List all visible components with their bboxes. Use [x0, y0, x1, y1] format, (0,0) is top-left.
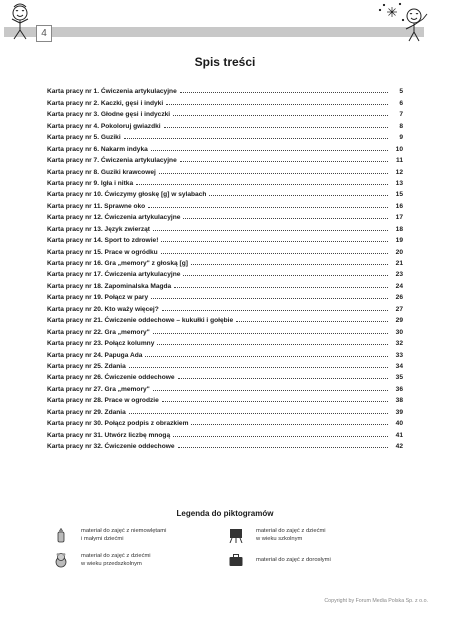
toc-dot-leader	[236, 320, 388, 322]
toc-entry-title: Karta pracy nr 29. Zdania	[47, 408, 126, 416]
toc-dot-leader	[191, 423, 388, 425]
toc-dot-leader	[164, 126, 388, 128]
toc-entry	[47, 393, 403, 404]
toc-entry	[47, 347, 403, 358]
toc-entry-title: Karta pracy nr 10. Ćwiczymy głoskę [g] w sylabach	[47, 191, 207, 199]
toc-entry-page: 10	[395, 145, 403, 153]
toc-dot-leader	[180, 91, 388, 93]
toc-dot-leader	[145, 355, 388, 357]
toc-entry-title: Karta pracy nr 23. Połącz kolumny	[47, 340, 155, 348]
toc-entry	[47, 416, 403, 427]
legend-item-adults	[228, 552, 366, 568]
toc-dot-leader	[129, 412, 388, 414]
sparkle-icon	[379, 3, 404, 21]
legend-item-text: w wieku szkolnym	[256, 536, 303, 542]
toc-entry	[47, 290, 403, 301]
toc-entry-title: Karta pracy nr 31. Utwórz liczbę mnogą	[47, 431, 171, 439]
table-of-contents	[47, 84, 403, 450]
toc-dot-leader	[161, 240, 388, 242]
toc-entry-title: Karta pracy nr 22. Gra „memory"	[47, 328, 150, 336]
toc-entry-page: 36	[395, 385, 403, 393]
toc-entry	[47, 359, 403, 370]
copyright-notice: Copyright by Forum Media Polska Sp. z o.o.	[324, 598, 428, 604]
toc-dot-leader	[162, 309, 388, 311]
legend-item-text: materiał do zajęć z niemowlętami	[81, 528, 167, 534]
toc-entry-page: 42	[395, 443, 403, 450]
toc-entry-page: 11	[396, 157, 403, 165]
toc-entry-page: 23	[395, 271, 403, 279]
toc-entry-page: 7	[399, 111, 403, 119]
toc-dot-leader	[153, 389, 388, 391]
toc-entry-page: 20	[395, 248, 403, 256]
toc-entry-page: 18	[395, 225, 403, 233]
toc-entry-title: Karta pracy nr 1. Ćwiczenia artykulacyjne	[47, 88, 177, 96]
toc-entry	[47, 313, 403, 324]
toc-entry-title: Karta pracy nr 32. Ćwiczenie oddechowe	[47, 443, 175, 450]
toc-dot-leader	[183, 274, 388, 276]
toc-dot-leader	[136, 183, 388, 185]
toc-entry-title: Karta pracy nr 6. Nakarm indyka	[47, 145, 148, 153]
toc-entry-page: 9	[399, 134, 403, 142]
toc-entry-title: Karta pracy nr 27. Gra „memory"	[47, 385, 150, 393]
toc-dot-leader	[153, 229, 388, 231]
toc-dot-leader	[153, 332, 388, 334]
briefcase-icon	[228, 552, 244, 568]
toc-dot-leader	[159, 172, 388, 174]
toc-dot-leader	[151, 297, 388, 299]
toc-dot-leader	[161, 252, 388, 254]
toc-entry-title: Karta pracy nr 17. Ćwiczenia artykulacyjne	[47, 271, 181, 279]
toc-dot-leader	[178, 446, 388, 448]
toc-entry-title: Karta pracy nr 14. Sport to zdrowie!	[47, 237, 159, 245]
toc-entry-title: Karta pracy nr 3. Głodne gęsi i indyczki	[47, 111, 171, 119]
toc-entry-page: 39	[395, 408, 403, 416]
toc-entry-page: 29	[395, 317, 403, 325]
toc-dot-leader	[178, 377, 388, 379]
toc-entry	[47, 381, 403, 392]
toc-entry-title: Karta pracy nr 2. Kaczki, gęsi i indyki	[47, 99, 164, 107]
toc-entry	[47, 187, 403, 198]
toc-dot-leader	[174, 286, 388, 288]
toc-entry-page: 8	[399, 122, 403, 130]
toc-entry-title: Karta pracy nr 18. Zapominalska Magda	[47, 282, 172, 290]
toc-entry	[47, 221, 403, 232]
toc-entry-title: Karta pracy nr 11. Sprawne oko	[47, 202, 146, 210]
toc-dot-leader	[173, 114, 388, 116]
toc-entry	[47, 176, 403, 187]
header-bar	[4, 27, 424, 37]
legend-item-infants	[53, 527, 191, 543]
toc-entry	[47, 336, 403, 347]
toc-entry-page: 38	[395, 397, 403, 405]
toc-entry-page: 33	[395, 351, 403, 359]
toc-entry-title: Karta pracy nr 4. Pokoloruj gwiazdki	[47, 122, 161, 130]
toc-entry-page: 34	[395, 362, 403, 370]
toc-entry	[47, 153, 403, 164]
toc-dot-leader	[209, 194, 388, 196]
toc-entry-page: 35	[395, 374, 403, 382]
page-title: Spis treści	[194, 55, 256, 69]
toc-entry	[47, 244, 403, 255]
header-band	[0, 0, 450, 48]
toc-dot-leader	[151, 149, 388, 151]
toc-entry	[47, 118, 403, 129]
toc-entry-title: Karta pracy nr 16. Gra „memory" z głoską [g]	[47, 260, 188, 267]
legend-item-preschool	[53, 552, 191, 568]
toc-entry-title: Karta pracy nr 21. Ćwiczenie oddechowe – kukułki i gołębie	[47, 317, 234, 325]
toc-entry-page: 26	[395, 294, 403, 302]
toc-entry-title: Karta pracy nr 13. Język zwierząt	[47, 225, 150, 233]
teddy-bear-icon	[53, 552, 69, 568]
toc-entry-title: Karta pracy nr 9. Igła i nitka	[47, 179, 134, 187]
page-number: 4	[36, 25, 52, 42]
toc-dot-leader	[173, 435, 388, 437]
toc-entry-title: Karta pracy nr 20. Kto waży więcej?	[47, 305, 159, 313]
toc-entry	[47, 278, 403, 289]
toc-dot-leader	[157, 343, 388, 345]
school-board-icon	[228, 527, 244, 543]
legend-item-text: w wieku przedszkolnym	[81, 561, 142, 567]
baby-bottle-icon	[53, 527, 69, 543]
toc-entry	[47, 256, 403, 267]
toc-entry	[47, 130, 403, 141]
toc-entry-page: 15	[395, 191, 403, 199]
toc-entry-title: Karta pracy nr 5. Guziki	[47, 134, 121, 142]
toc-dot-leader	[191, 263, 388, 265]
toc-entry-title: Karta pracy nr 8. Guziki krawcowej	[47, 168, 156, 176]
toc-entry	[47, 107, 403, 118]
toc-entry-page: 40	[395, 420, 403, 428]
legend-item-text: materiał do zajęć z dorosłymi	[256, 557, 331, 563]
toc-dot-leader	[162, 400, 388, 402]
toc-dot-leader	[180, 160, 388, 162]
toc-dot-leader	[129, 366, 388, 368]
toc-entry-page: 32	[395, 340, 403, 348]
toc-entry	[47, 427, 403, 438]
toc-entry	[47, 324, 403, 335]
toc-entry-title: Karta pracy nr 30. Połącz podpis z obrazkiem	[47, 420, 189, 428]
toc-entry-title: Karta pracy nr 25. Zdania	[47, 362, 126, 370]
toc-entry-page: 30	[395, 328, 403, 336]
toc-entry-page: 13	[395, 179, 403, 187]
toc-entry-page: 21	[395, 260, 403, 267]
toc-entry	[47, 233, 403, 244]
toc-entry-title: Karta pracy nr 19. Połącz w pary	[47, 294, 149, 302]
toc-entry-title: Karta pracy nr 15. Prace w ogródku	[47, 248, 158, 256]
toc-entry-title: Karta pracy nr 26. Ćwiczenie oddechowe	[47, 374, 175, 382]
toc-entry	[47, 95, 403, 106]
toc-entry-title: Karta pracy nr 24. Papuga Ada	[47, 351, 143, 359]
toc-dot-leader	[148, 206, 388, 208]
toc-entry	[47, 267, 403, 278]
toc-entry-page: 17	[395, 214, 403, 222]
toc-entry-page: 41	[395, 431, 403, 439]
toc-entry	[47, 198, 403, 209]
toc-entry-page: 24	[395, 282, 403, 290]
toc-entry	[47, 84, 403, 95]
toc-entry-page: 6	[399, 99, 403, 107]
toc-entry-title: Karta pracy nr 7. Ćwiczenia artykulacyjne	[47, 157, 177, 165]
toc-entry-page: 12	[395, 168, 403, 176]
toc-entry	[47, 370, 403, 381]
toc-entry	[47, 210, 403, 221]
legend-item-text: materiał do zajęć z dziećmi	[81, 553, 151, 559]
toc-entry	[47, 404, 403, 415]
toc-entry-page: 16	[395, 202, 403, 210]
toc-entry	[47, 141, 403, 152]
toc-entry-page: 27	[395, 305, 403, 313]
toc-entry	[47, 301, 403, 312]
toc-entry-page: 19	[395, 237, 403, 245]
legend-item-text: materiał do zajęć z dziećmi	[256, 528, 326, 534]
toc-entry-title: Karta pracy nr 28. Prace w ogrodzie	[47, 397, 159, 405]
toc-entry	[47, 164, 403, 175]
toc-entry-title: Karta pracy nr 12. Ćwiczenia artykulacyjne	[47, 214, 181, 222]
legend-item-school	[228, 527, 366, 543]
toc-dot-leader	[183, 217, 388, 219]
toc-entry	[47, 439, 403, 450]
toc-dot-leader	[166, 103, 388, 105]
legend-title: Legenda do piktogramów	[176, 509, 274, 518]
legend-item-text: i małymi dziećmi	[81, 536, 124, 542]
toc-dot-leader	[124, 137, 388, 139]
toc-entry-page: 5	[399, 88, 403, 96]
